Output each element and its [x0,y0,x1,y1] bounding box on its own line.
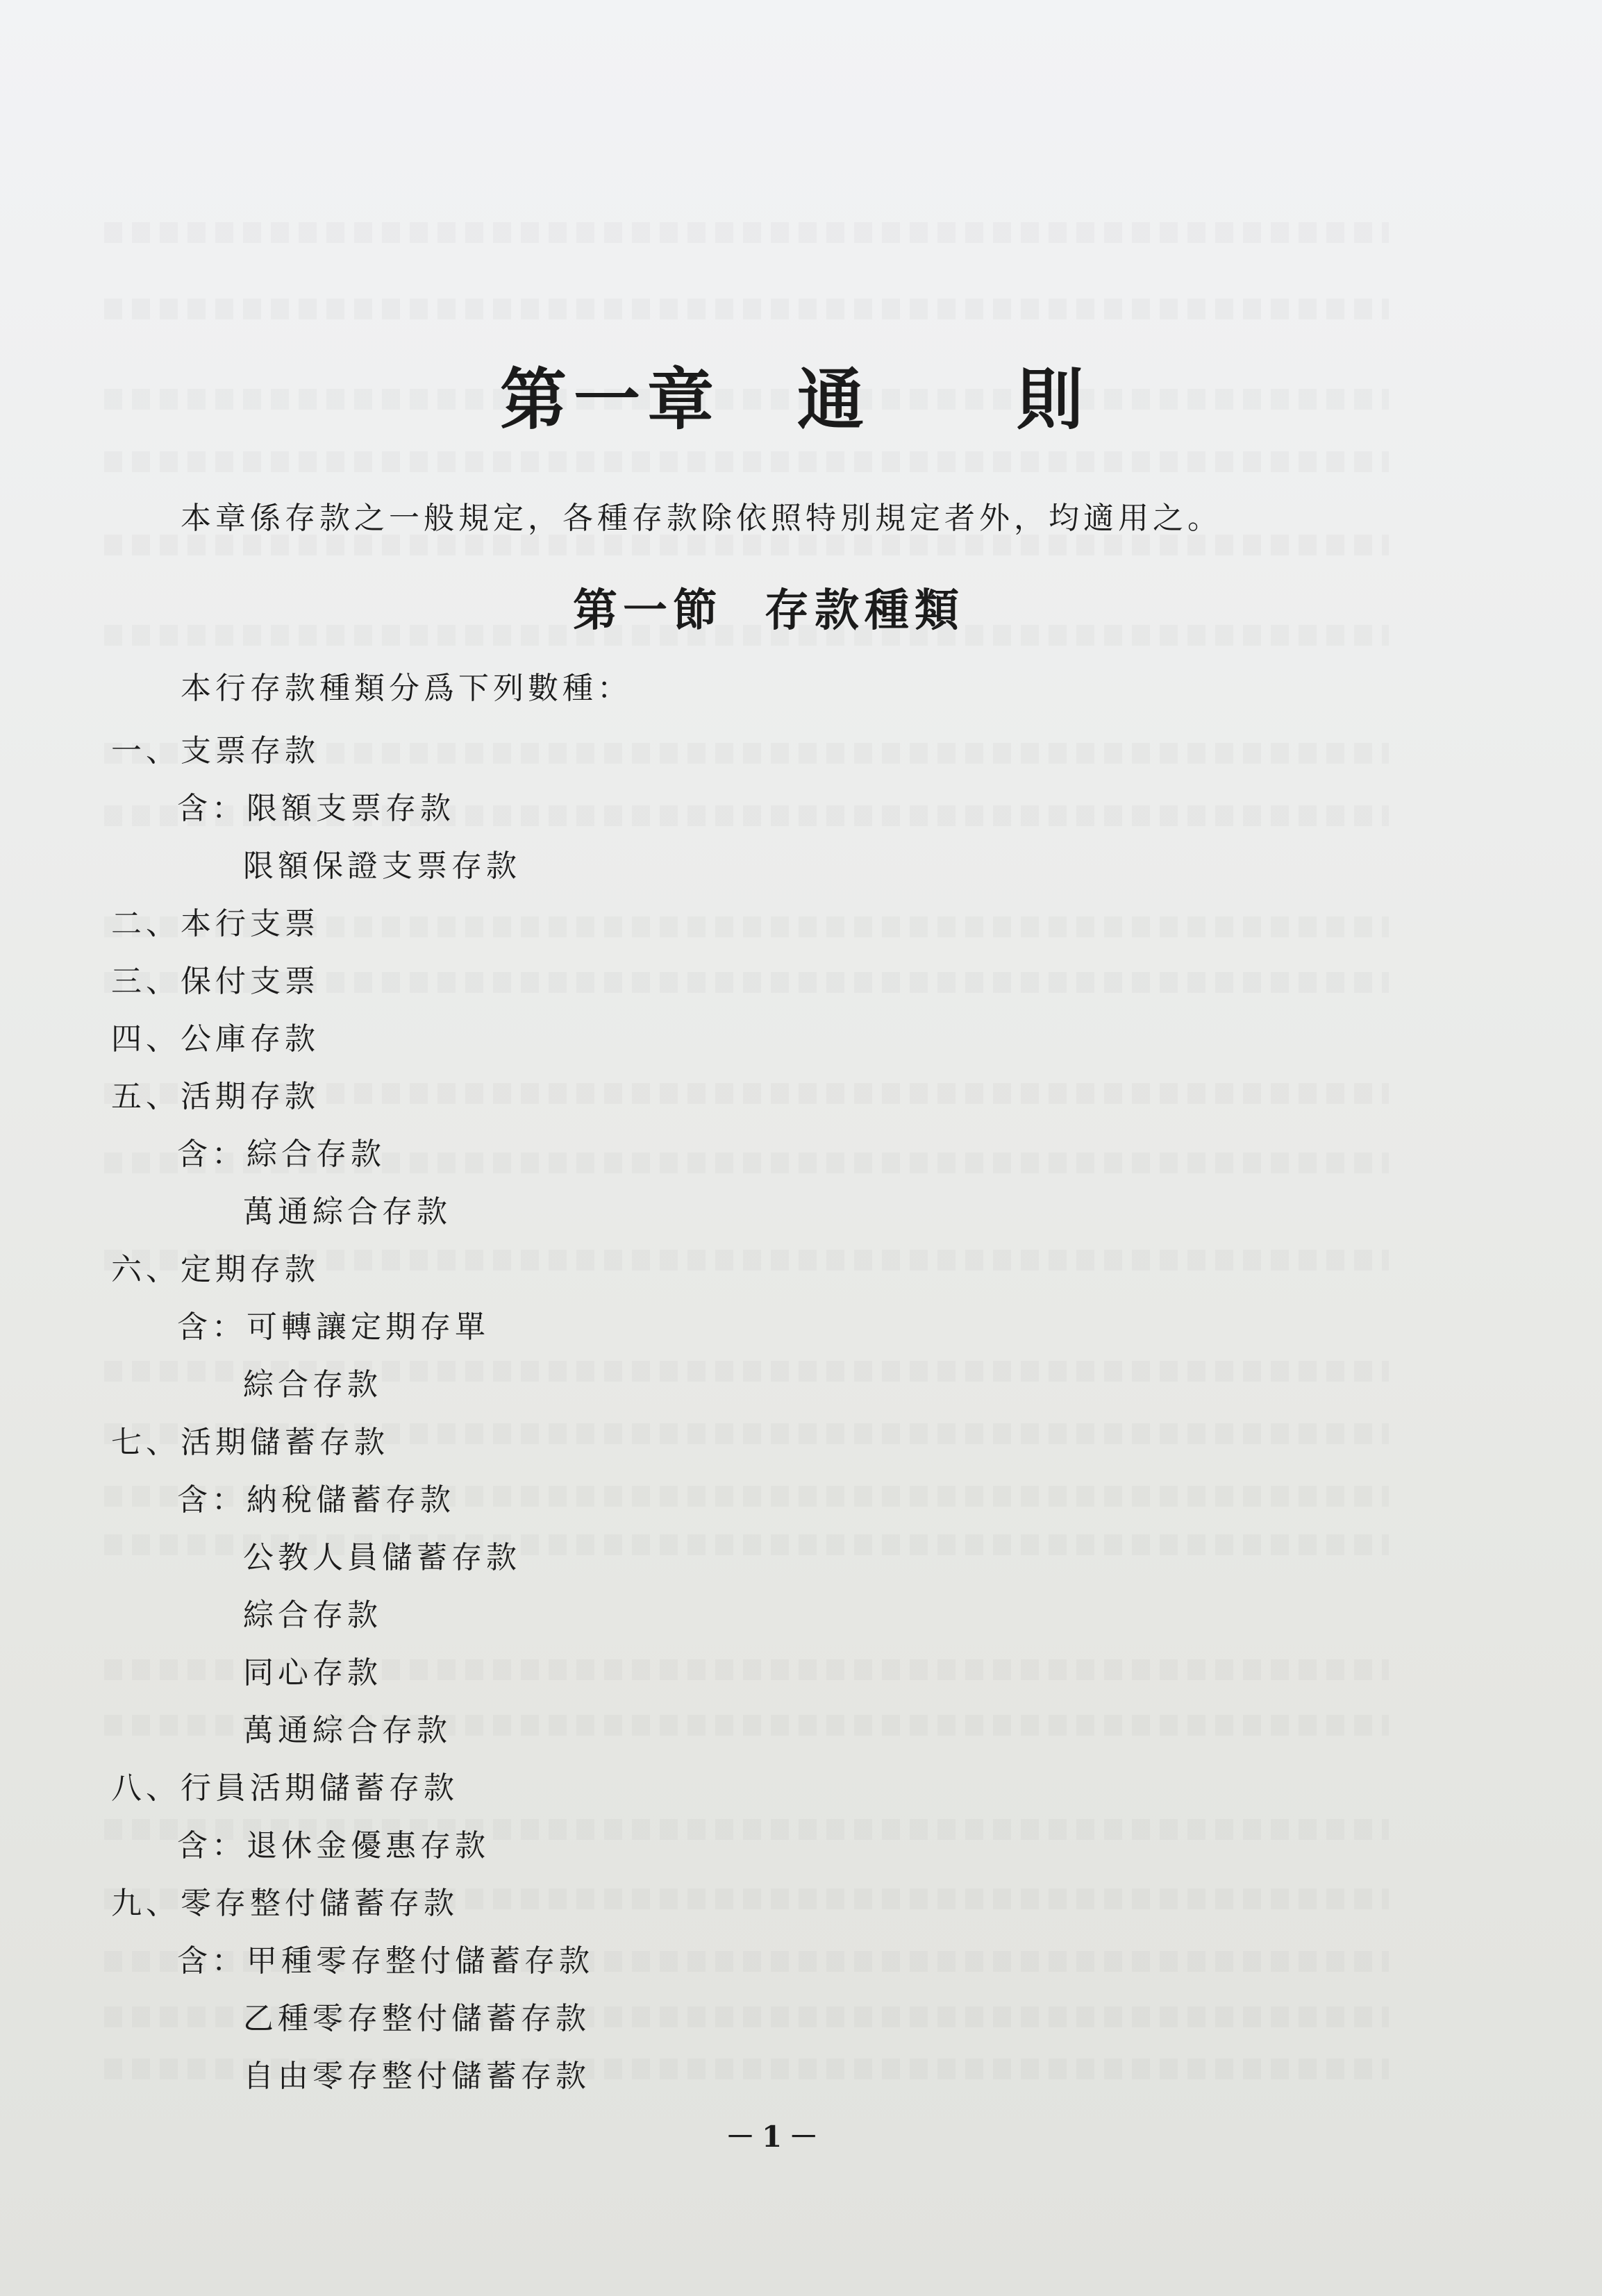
bleed-through-line [104,535,1389,555]
list-item: 八、行員活期儲蓄存款 [111,1770,458,1806]
chapter-intro: 本章係存款之一般規定，各種存款除依照特別規定者外，均適用之。 [181,501,1222,536]
list-item: 六、定期存款 [111,1252,319,1287]
section-intro: 本行存款種類分爲下列數種： [181,671,632,706]
list-item: 九、零存整付儲蓄存款 [111,1886,458,1921]
section-title-number: 第一節 [573,585,723,637]
list-item: 含：甲種零存整付儲蓄存款 [177,1943,594,1979]
list-item: 公教人員儲蓄存款 [243,1540,521,1575]
list-item: 一、支票存款 [111,733,319,769]
chapter-title-number: 第一章 [500,360,721,439]
list-item: 七、活期儲蓄存款 [111,1425,389,1460]
section-title-text: 存款種類 [765,585,965,637]
list-item: 含：可轉讓定期存單 [177,1309,490,1345]
page-number: －1－ [726,2120,826,2154]
list-item: 萬通綜合存款 [243,1713,451,1748]
list-item: 自由零存整付儲蓄存款 [243,2059,590,2094]
list-item: 含：限額支票存款 [177,791,455,826]
list-item: 三、保付支票 [111,964,319,999]
list-item: 乙種零存整付儲蓄存款 [243,2001,590,2036]
list-item: 含：納稅儲蓄存款 [177,1482,455,1518]
list-item: 含：退休金優惠存款 [177,1828,490,1863]
list-item: 限額保證支票存款 [243,848,521,884]
list-item: 含：綜合存款 [177,1137,385,1172]
chapter-title-word-1: 通 [797,360,871,439]
bleed-through-line [104,222,1389,243]
chapter-title [500,347,1090,442]
bleed-through-line [104,451,1389,472]
list-item: 萬通綜合存款 [243,1194,451,1230]
section-title [573,575,965,639]
bleed-through-line [104,299,1389,319]
list-item: 綜合存款 [243,1367,382,1402]
chapter-title-word-2: 則 [1017,360,1090,439]
list-item: 二、本行支票 [111,906,319,941]
list-item: 四、公庫存款 [111,1021,319,1057]
list-item: 五、活期存款 [111,1079,319,1114]
list-item: 綜合存款 [243,1598,382,1633]
list-item: 同心存款 [243,1655,382,1691]
